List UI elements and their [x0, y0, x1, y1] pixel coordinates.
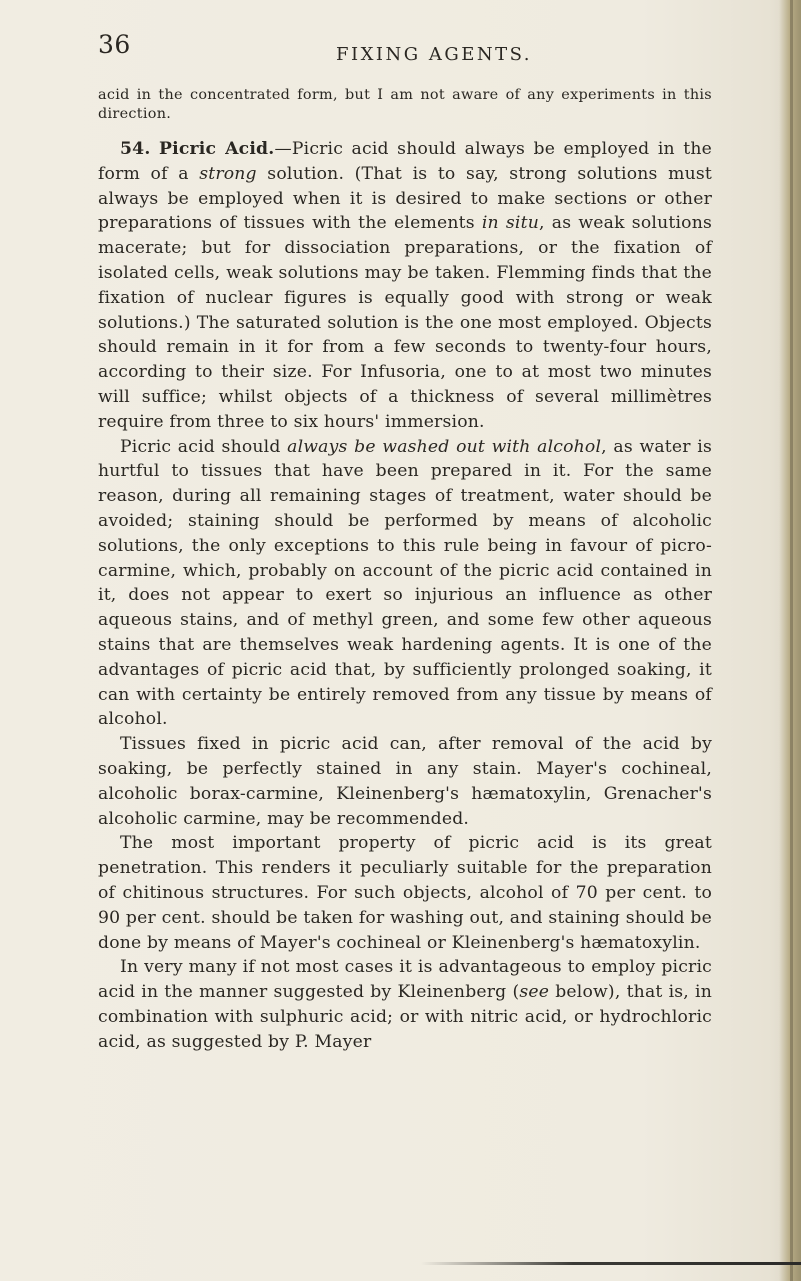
paragraph-text: In very many if not most cases it is advantageous to employ picric acid in the manner suggested by Kleinenberg (: [98, 957, 712, 1003]
paragraph-combination: [98, 955, 712, 1054]
paragraph-text: Picric acid should: [120, 436, 288, 457]
paragraph-penetration: The most important property of picric acid is its great penetration. This renders it peculiarly suitable for the preparation of chitinous structures. For such objects, alcohol of 70 per cent. to 90 per cent. should be taken for washing out, and staining should be done by means of Mayer's cochineal or Kleinenberg's hæmatoxylin.: [98, 833, 712, 953]
page-edge-line: [790, 0, 793, 1281]
paragraph-picric-intro: [98, 137, 712, 435]
page-body: [98, 86, 712, 1054]
bottom-rule: [421, 1262, 801, 1265]
paragraph-washing: [98, 435, 712, 733]
paragraph-text: —Picric acid should always be employed in the form of a: [98, 139, 712, 184]
page-header: [98, 30, 710, 70]
paragraph-text: , as weak solutions macerate; but for dissociation preparations, or the fixation of isolated cells, weak solutions may be taken. Flemming finds that the fixation of nuclear figures is equally good with strong or weak solutions.) The saturated solution is the one most employed. Objects should remain in it for from a few seconds to twenty-four hours, according to their size. For Infusoria, one to at most two minutes will suffice; whilst objects of a thickness of several millimètres require from three to six hours' immersion.: [98, 213, 712, 432]
section-number: 54.: [120, 139, 151, 159]
section-title: Picric Acid.: [158, 139, 275, 159]
paragraph-text: , as water is hurtful to tissues that have been prepared in it. For the same reason, during all remaining stages of treatment, water should be avoided; staining should be performed by means of alcoholic solutions, the only exceptions to this rule being in favour of picro-carmine, which, probably on account of the picric acid contained in it, does not appear to exert so injurious an influence as other aqueous stains, and of methyl green, and some few other aqueous stains that are themselves weak hardening agents. It is one of the advantages of picric acid that, by sufficiently prolonged soaking, it can with certainty be entirely removed from any tissue by means of alcohol.: [98, 436, 712, 730]
emphasis-strong: strong: [199, 163, 257, 184]
paragraph-text: solution. (That is to say, strong solutions must always be employed when it is desired to make sections or other preparations of tissues with the elements: [98, 163, 713, 234]
intro-paragraph: acid in the concentrated form, but I am not aware of any experiments in this direction.: [98, 87, 712, 122]
emphasis-see: see: [519, 982, 550, 1003]
paragraph-staining: Tissues fixed in picric acid can, after removal of the acid by soaking, be perfectly stained in any stain. Mayer's cochineal, alcoholic borax-carmine, Kleinenberg's hæmatoxylin, Grenacher's alcoholic carmine, may be recommended.: [98, 734, 712, 829]
emphasis-washed-out: always be washed out with alcohol: [287, 436, 602, 457]
paragraph-text: below), that is, in combination with sulphuric acid; or with nitric acid, or hydrochloric acid, as suggested by P. Mayer: [98, 982, 712, 1052]
emphasis-in-situ: in situ: [481, 213, 540, 234]
page-number: 36: [98, 30, 131, 59]
running-title: FIXING AGENTS.: [335, 44, 533, 65]
